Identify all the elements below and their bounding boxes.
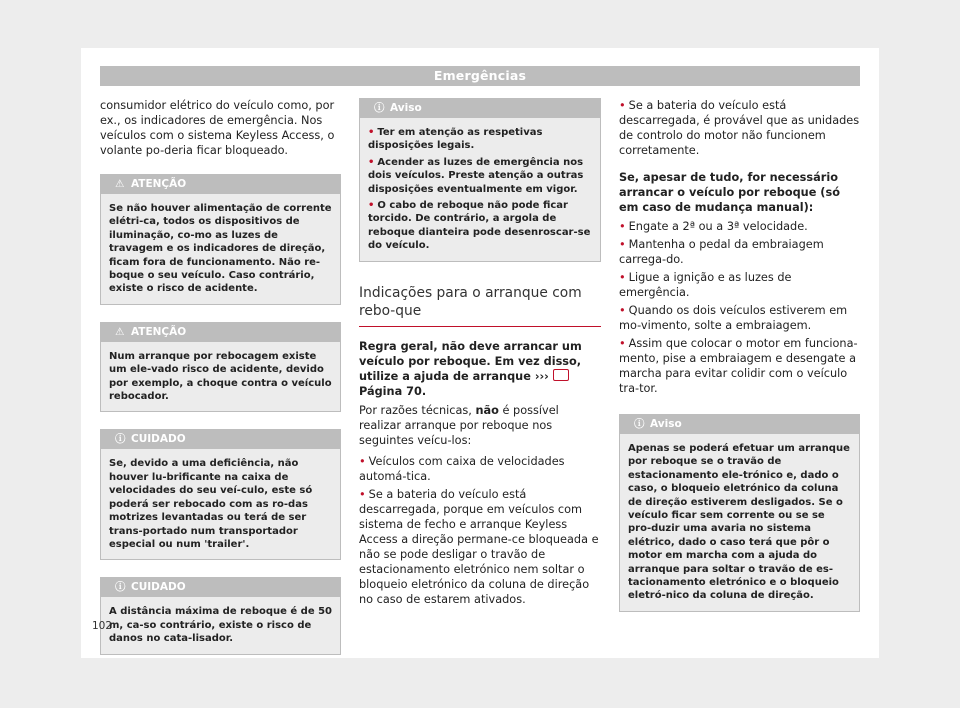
caution-box-1	[100, 429, 341, 560]
list-item: • Veículos com caixa de velocidades automá-tica.	[359, 454, 565, 483]
notice-item: • Ter em atenção as respetivas disposições legais.	[368, 127, 543, 152]
page-number: 102	[92, 620, 113, 632]
warning-box-1	[100, 174, 341, 305]
warning-label: ATENÇÃO	[131, 325, 187, 338]
page-reference-link[interactable]: Página 70	[359, 384, 422, 398]
info-square-icon: ⓘ	[374, 102, 385, 114]
info-square-icon: ⓘ	[634, 418, 645, 430]
reasons-paragraph: Por razões técnicas, não é possível realizar arranque por reboque nos seguintes veícu-los:	[359, 403, 559, 447]
caution-box-2	[100, 577, 341, 654]
caution-text: A distância máxima de reboque é de 50 m, ca-so contrário, existe o risco de danos no cata-lisador.	[109, 606, 332, 645]
notice-box	[359, 98, 601, 262]
bullet-icon: •	[619, 337, 626, 350]
column-middle	[359, 98, 601, 607]
list-item: • Se a bateria do veículo está descarregada, é provável que as unidades de controlo do motor não funcionem corretamente.	[619, 99, 860, 157]
list-item: • Assim que colocar o motor em funciona-mento, pise a embraiagem e desengate a marcha para evitar colidir com o veículo tra-tor.	[619, 337, 858, 395]
caution-circle-icon: ⓘ	[115, 433, 126, 446]
bullet-icon: •	[619, 220, 626, 233]
bullet-icon: •	[368, 127, 375, 138]
caution-label: CUIDADO	[131, 581, 186, 594]
warning-triangle-icon: ⚠	[115, 325, 125, 338]
warning-box-header	[101, 323, 340, 342]
notice-item: • O cabo de reboque não pode ficar torcido. De contrário, a argola de reboque dianteira pode desenroscar-se do veículo.	[368, 200, 591, 252]
section-heading: Indicações para o arranque com rebo-que	[359, 284, 601, 327]
subheading: Se, apesar de tudo, for necessário arrancar o veículo por reboque (só em caso de mudança manual):	[619, 171, 840, 214]
book-icon	[553, 369, 569, 381]
list-item: • Ligue a ignição e as luzes de emergência.	[619, 271, 792, 299]
bullet-icon: •	[368, 200, 375, 212]
column-right	[619, 98, 860, 612]
notice-box-header	[620, 415, 859, 434]
list-item: • Quando os dois veículos estiverem em mo-vimento, solte a embraiagem.	[619, 304, 848, 332]
notice-text: Apenas se poderá efetuar um arranque por reboque se o travão de estacionamento ele-trónico e, dado o caso, o bloqueio eletrónico da coluna de direção estiverem desligados. Se o veículo ficar sem corrente ou se se pro-duzir uma avaria no sistema elétrico, dado o caso terá que pôr o motor em marcha com a ajuda do arranque para soltar o travão de es-tacionamento eletrónico e o bloqueio eletró-nico da coluna de direção.	[628, 443, 850, 602]
notice-box	[619, 414, 860, 612]
warning-text: Num arranque por rebocagem existe um ele-vado risco de acidente, devido por exemplo, a choque contra o veículo rebocador.	[109, 350, 332, 403]
notice-label: Aviso	[390, 102, 422, 114]
caution-text: Se, devido a uma deficiência, não houver lu-brificante na caixa de velocidades do seu veí-culo, este só poderá ser rebocado com as ro-das motrizes levantadas ou terá de ser trans-portado num transportador especial ou num 'trailer'.	[109, 458, 313, 550]
caution-box-header	[101, 578, 340, 597]
page-header: Emergências	[100, 66, 860, 86]
caution-box-header	[101, 430, 340, 449]
caution-label: CUIDADO	[131, 433, 186, 446]
warning-triangle-icon: ⚠	[115, 178, 125, 190]
bullet-icon: •	[619, 271, 626, 284]
notice-box-header	[360, 99, 600, 118]
bullet-icon: •	[368, 156, 375, 168]
notice-label: Aviso	[650, 418, 682, 430]
list-item: • Se a bateria do veículo está descarregada, porque em veículos com sistema de fecho e arranque Keyless Access a direção permane-ce bloqueada e não se pode desligar o travão de estacionamento eletrónico nem soltar o bloqueio eletrónico da coluna de direção no caso de estarem ativados.	[359, 487, 599, 606]
bullet-icon: •	[619, 304, 626, 317]
warning-text: Se não houver alimentação de corrente elétri-ca, todos os dispositivos de iluminação, co-mo as luzes de travagem e os indicadores de direção, ficam fora de funcionamento. Não re-boque o seu veículo. Caso contrário, existe o risco de acidente.	[109, 203, 332, 295]
caution-circle-icon: ⓘ	[115, 581, 126, 594]
bullet-icon: •	[619, 99, 626, 112]
list-item: • Engate a 2ª ou a 3ª velocidade.	[619, 220, 808, 233]
warning-box-header	[101, 175, 340, 194]
link-arrow: ›››	[534, 369, 549, 383]
warning-label: ATENÇÃO	[131, 178, 187, 190]
notice-item: • Acender as luzes de emergência nos dois veículos. Preste atenção a outras disposições eventualmente em vigor.	[368, 156, 584, 195]
bullet-icon: •	[619, 238, 626, 251]
list-item: • Mantenha o pedal da embraiagem carrega-do.	[619, 238, 824, 266]
bullet-icon: •	[359, 454, 366, 468]
warning-box-2	[100, 322, 341, 413]
rule-paragraph: Regra geral, não deve arrancar um veículo por reboque. Em vez disso, utilize a ajuda de arranque ›››Página 70.	[359, 339, 582, 398]
bullet-icon: •	[359, 487, 366, 501]
column-left	[100, 98, 341, 655]
intro-paragraph: consumidor elétrico do veículo como, por ex., os indicadores de emergência. Nos veículos com o sistema Keyless Access, o volante po-deria ficar bloqueado.	[100, 99, 335, 157]
